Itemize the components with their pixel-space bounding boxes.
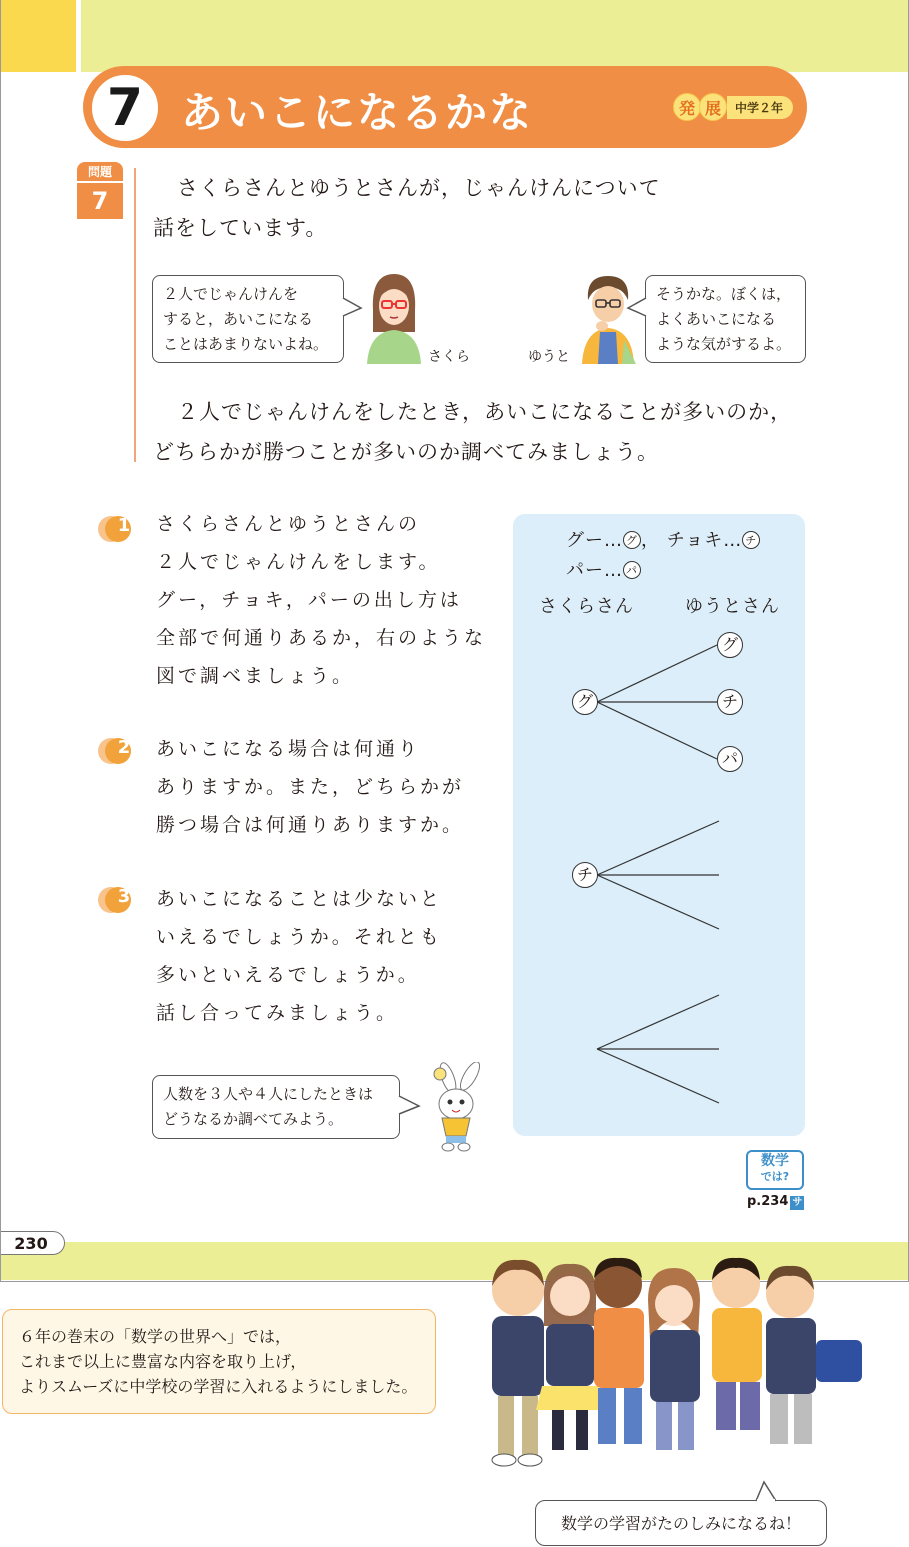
hint-speech-bubble: [152, 1075, 400, 1139]
column-sakura: さくらさん: [539, 596, 634, 617]
students-speech-bubble: 数学の学習がたのしみになるね！: [535, 1500, 827, 1546]
tag-char-2: 展: [699, 93, 727, 121]
speech-line: そうかな。ぼくは，: [656, 285, 792, 303]
bubble-tail: [397, 1094, 423, 1118]
tree-root-choki: チ: [572, 862, 598, 888]
section-title: あいこになるかな: [181, 88, 534, 137]
tree-diagram-lines: [513, 514, 805, 1136]
task-line: ２人でじゃんけんをしたとき，あいこになることが多いのか，: [177, 400, 793, 424]
note-line: これまで以上に豊富な内容を取り上げ，: [19, 1352, 307, 1371]
intro-line: さくらさんとゆうとさんが，じゃんけんについて: [177, 176, 661, 200]
tree-leaf: パ: [717, 746, 743, 772]
legend-gu-symbol: グ: [623, 531, 641, 549]
legend-gu-label: グー…: [566, 530, 623, 551]
speech-line: ２人でじゃんけんを: [163, 285, 299, 303]
intro-line: 話をしています。: [153, 216, 328, 240]
math-ref-line1: 数学: [761, 1153, 789, 1169]
sakura-speech-bubble: [152, 275, 344, 363]
question-1-text: [156, 505, 501, 695]
yuto-name: ゆうと: [528, 349, 570, 365]
page-reference[interactable]: [747, 1194, 804, 1210]
question-line: 図で調べましょう。: [156, 665, 355, 687]
tree-leaf: チ: [717, 689, 743, 715]
page-number: 230: [0, 1231, 65, 1255]
page-reference-number: p.234: [747, 1194, 789, 1209]
rabbit-mascot-illustration: [426, 1062, 492, 1152]
tag-grade: 中学２年: [727, 96, 793, 119]
legend-pa-symbol: パ: [623, 561, 641, 579]
top-band: [81, 0, 909, 72]
hint-line: どうなるか調べてみよう。: [163, 1110, 344, 1128]
tree-leaf: グ: [717, 632, 743, 658]
students-group-illustration: [478, 1250, 870, 1480]
question-3-text: [156, 880, 501, 1032]
bubble-tail: [624, 296, 648, 320]
note-line: ６年の巻末の「数学の世界へ」では，: [19, 1327, 292, 1346]
question-line: ２人でじゃんけんをします。: [156, 551, 441, 573]
speech-line: すると，あいこになる: [163, 310, 314, 328]
tree-root-gu: グ: [572, 689, 598, 715]
math-ref-line2: では?: [760, 1170, 790, 1183]
question-line: 話し合ってみましょう。: [156, 1002, 399, 1024]
legend-choki-symbol: チ: [742, 531, 760, 549]
problem-intro: [153, 168, 713, 248]
page-reference-mark: サ: [792, 1197, 803, 1208]
question-line: さくらさんとゆうとさんの: [156, 513, 421, 535]
question-line: 全部で何通りあるか，右のような: [156, 627, 487, 649]
question-2-number: 2: [117, 737, 131, 758]
bubble-tail: [341, 296, 365, 320]
problem-number: 7: [77, 183, 123, 219]
math-reference-badge[interactable]: [746, 1150, 804, 1190]
legend-separator: ，: [641, 530, 660, 551]
top-corner-tab: [1, 0, 76, 72]
level-tag: [673, 92, 793, 122]
problem-task: [153, 392, 853, 472]
question-line: ありますか。また，どちらかが: [156, 776, 465, 798]
speech-line: ことはあまりないよね。: [163, 335, 329, 353]
question-line: あいこになることは少ないと: [156, 888, 443, 910]
problem-label-text: 問題: [77, 162, 123, 181]
question-line: 勝つ場合は何通りありますか。: [156, 814, 465, 836]
hint-line: 人数を３人や４人にしたときは: [163, 1085, 374, 1103]
editor-note: [2, 1309, 436, 1414]
problem-label: [77, 162, 123, 219]
column-yuto: ゆうとさん: [685, 596, 780, 617]
question-1-number: 1: [117, 515, 131, 536]
question-3-number: 3: [117, 886, 131, 907]
task-line: どちらかが勝つことが多いのか調べてみましょう。: [153, 440, 659, 464]
problem-side-rule: [134, 168, 136, 462]
question-line: 多いといえるでしょうか。: [156, 964, 420, 986]
section-number: 7: [89, 72, 161, 144]
yuto-speech-bubble: [645, 275, 806, 363]
legend-choki-label: チョキ…: [666, 530, 743, 551]
bubble-tail: [752, 1480, 780, 1502]
question-2-text: [156, 730, 501, 844]
speech-line: よくあいこになる: [656, 310, 777, 328]
legend-pa-label: パー…: [566, 560, 623, 581]
sakura-name: さくら: [428, 349, 470, 365]
question-line: あいこになる場合は何通り: [156, 738, 421, 760]
question-line: グー，チョキ，パーの出し方は: [156, 589, 462, 611]
question-line: いえるでしょうか。それとも: [156, 926, 442, 948]
speech-line: ような気がするよ。: [656, 335, 792, 353]
sakura-illustration: [363, 270, 425, 364]
note-line: よりスムーズに中学校の学習に入れるようにしました。: [19, 1377, 418, 1396]
tag-char-1: 発: [673, 93, 701, 121]
